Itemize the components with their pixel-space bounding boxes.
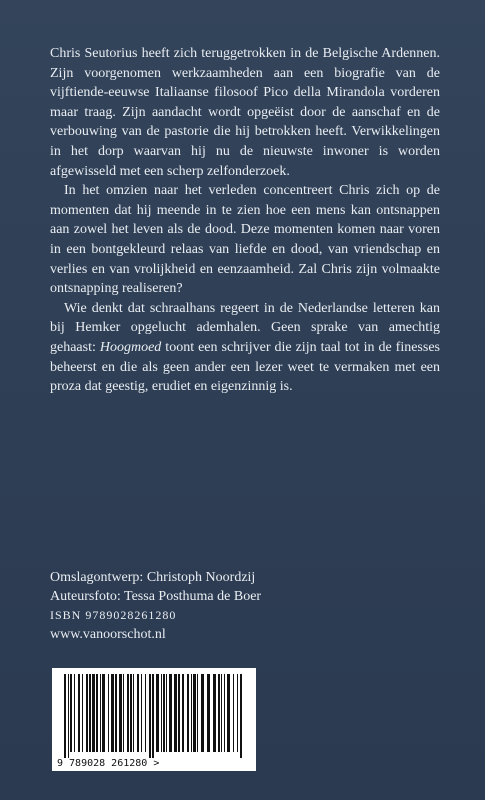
barcode-bar <box>89 674 91 752</box>
barcode-digits: 9 789028 261280 > <box>57 758 160 769</box>
barcode-bar <box>149 674 151 758</box>
barcode-bar <box>92 674 95 752</box>
barcode-bar <box>221 674 222 752</box>
barcode-bar <box>240 674 242 758</box>
blurb-text <box>50 44 440 397</box>
barcode-bar <box>213 674 216 752</box>
barcode-bar <box>207 674 210 752</box>
blurb-paragraph-3-start: Wie denkt dat schraalhans regeert in de Nederlandse letteren kan bij Hemker opgelucht ademhalen. Geen sprake van amechtig gehaast: <box>50 300 440 355</box>
blurb-paragraph-3-end: toont een schrijver die zijn taal tot in de finesses beheerst en die als geen ander een lezer weet te vermaken met een proza dat geestig, erudiet en eigenzinnig is. <box>50 339 440 395</box>
barcode-bar <box>70 674 72 752</box>
barcode-bar <box>178 674 180 752</box>
barcode-bar <box>111 674 114 752</box>
barcode-bar <box>108 674 109 752</box>
barcode-bar <box>86 674 88 752</box>
blurb-paragraph-1: Chris Seutorius heeft zich teruggetrokken in de Belgische Ardennen. Zijn voorgenomen werkzaamheden aan een biografie van de vijftiende-eeuwse Italiaanse filosoof Pico della Mirandola vorderen maar traag. Zijn aandacht wordt opgeëist door de aanschaf en de verbouwing van de pastorie die hij betrokken heeft. Verwikkelingen in het dorp waarvan hij nu de nieuwste inwoner is worden afgewisseld met een scherp zelfonderzoek. <box>50 46 440 179</box>
barcode-bar <box>193 674 196 752</box>
barcode-bar <box>182 674 184 752</box>
barcode-bar <box>201 674 204 752</box>
isbn-number: ISBN 9789028261280 <box>50 608 177 622</box>
barcode-bar <box>102 674 105 752</box>
barcode-bars <box>52 668 256 771</box>
barcode-bar <box>218 674 220 752</box>
blurb-paragraph-2: In het omzien naar het verleden concentreert Chris zich op de momenten dat hij meende in te zien hoe een mens kan ontsnappen aan zowel het leven als de dood. Deze momenten komen naar voren in een bontgekleurd relaas van liefde en dood, van vriendschap en verlies en van vrolijkheid en eenzaamheid. Zal Chris zijn volmaakte ontsnapping realiseren? <box>50 183 440 297</box>
barcode-bar <box>166 674 167 752</box>
barcode-bar <box>233 674 234 752</box>
barcode-bar <box>141 674 142 752</box>
cover-design-credit: Omslagontwerp: Christoph Noordzij <box>50 570 256 585</box>
barcode-bar <box>174 674 177 752</box>
barcode-bar <box>115 674 117 752</box>
publisher-website: www.vanoorschot.nl <box>50 627 166 642</box>
barcode-bar <box>237 674 238 752</box>
barcode-bar <box>64 674 66 758</box>
barcode-bar <box>137 674 139 752</box>
barcode-bar <box>169 674 172 752</box>
barcode-bar <box>224 674 225 752</box>
barcode-bar <box>127 674 129 752</box>
barcode-bar <box>100 674 101 752</box>
barcode-bar <box>130 674 132 752</box>
barcode-bar <box>78 674 80 752</box>
barcode-bar <box>82 674 83 752</box>
barcode-bar <box>123 674 124 752</box>
blurb-paragraph-3 <box>50 299 440 397</box>
barcode-bar <box>163 674 165 752</box>
barcode-bar <box>187 674 189 752</box>
barcode-bar <box>133 674 134 752</box>
barcode-bar <box>156 674 159 752</box>
barcode-bar <box>227 674 230 752</box>
barcode-bar <box>96 674 98 752</box>
barcode <box>52 668 256 771</box>
book-title-italic: Hoogmoed <box>99 339 162 355</box>
barcode-bar <box>161 674 162 752</box>
barcode-bar <box>152 674 154 758</box>
barcode-bar <box>145 674 146 752</box>
barcode-bar <box>191 674 192 752</box>
barcode-bar <box>119 674 122 752</box>
credits-block <box>50 568 440 644</box>
barcode-bar <box>197 674 198 752</box>
author-photo-credit: Auteursfoto: Tessa Posthuma de Boer <box>50 589 262 604</box>
barcode-bar <box>68 674 69 758</box>
barcode-bar <box>74 674 75 752</box>
